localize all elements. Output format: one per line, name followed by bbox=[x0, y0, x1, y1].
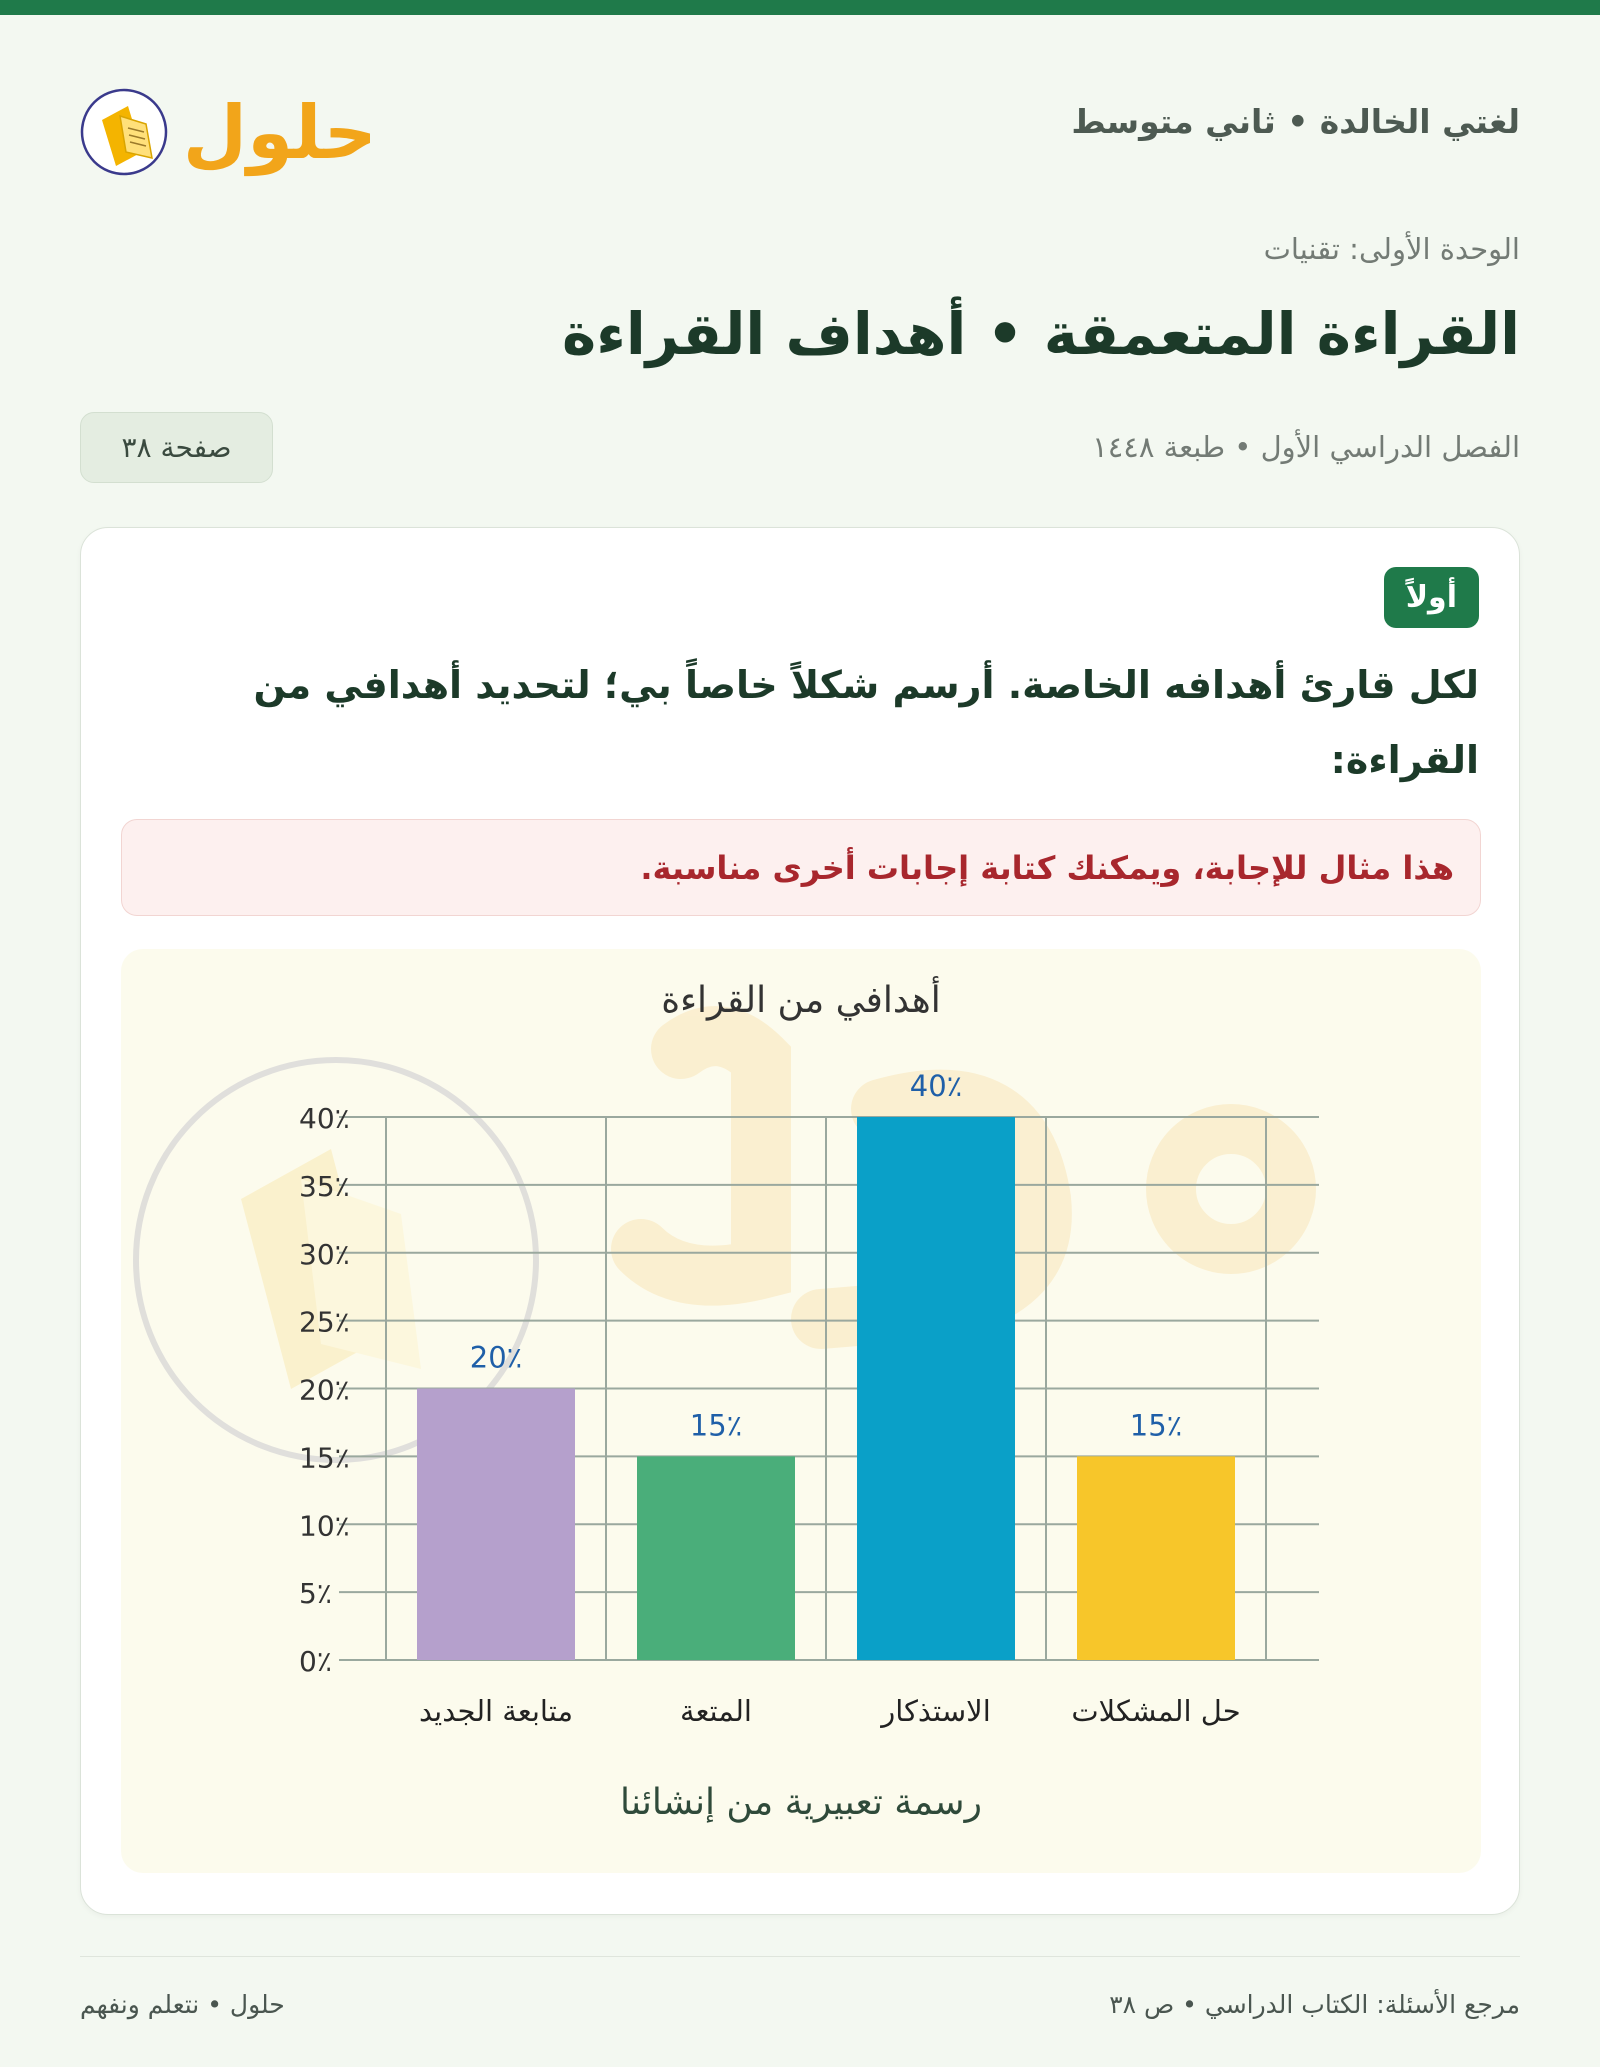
book-logo-icon bbox=[80, 70, 370, 180]
value-label: 40٪ bbox=[909, 1069, 963, 1103]
top-accent-bar bbox=[0, 0, 1600, 15]
bar-2 bbox=[637, 1456, 795, 1660]
unit-label: الوحدة الأولى: تقنيات bbox=[1263, 232, 1520, 266]
question-card bbox=[80, 527, 1520, 1915]
page-title: القراءة المتعمقة • أهداف القراءة bbox=[562, 300, 1520, 368]
value-label: 15٪ bbox=[1129, 1408, 1183, 1443]
category-label: الاستذكار bbox=[881, 1694, 991, 1728]
y-tick-label: 15٪ bbox=[299, 1441, 350, 1475]
y-tick-label: 30٪ bbox=[299, 1237, 350, 1271]
question-text: لكل قارئ أهدافه الخاصة. أرسم شكلاً خاصاً بي؛ لتحديد أهدافي من القراءة: bbox=[253, 663, 1479, 782]
y-tick-label: 0٪ bbox=[299, 1645, 332, 1678]
y-tick-label: 25٪ bbox=[299, 1305, 350, 1339]
value-label: 20٪ bbox=[469, 1340, 523, 1375]
footer-divider bbox=[80, 1956, 1520, 1957]
y-tick-label: 35٪ bbox=[299, 1169, 350, 1203]
footer-reference: مرجع الأسئلة: الكتاب الدراسي • ص ٣٨ bbox=[1109, 1990, 1520, 2019]
page-badge: صفحة ٣٨ bbox=[80, 412, 273, 483]
page-header bbox=[80, 60, 1520, 190]
section-tag: أولاً bbox=[1384, 567, 1479, 628]
bar-3 bbox=[857, 1117, 1015, 1660]
chart-title: أهدافي من القراءة bbox=[661, 980, 941, 1021]
chart-panel bbox=[121, 949, 1481, 1873]
y-tick-label: 40٪ bbox=[299, 1102, 350, 1135]
category-label: المتعة bbox=[680, 1694, 752, 1728]
value-label: 15٪ bbox=[689, 1408, 743, 1443]
chart-caption: رسمة تعبيرية من إنشائنا bbox=[620, 1782, 982, 1823]
category-label: متابعة الجديد bbox=[418, 1694, 574, 1728]
footer-brand[interactable]: حلول • نتعلم ونفهم bbox=[80, 1990, 285, 2019]
subject-title: لغتي الخالدة • ثاني متوسط bbox=[1071, 102, 1520, 141]
y-tick-label: 10٪ bbox=[299, 1509, 350, 1543]
logo-text: حلول bbox=[182, 90, 370, 176]
term-label: الفصل الدراسي الأول • طبعة ١٤٤٨ bbox=[1092, 430, 1520, 464]
y-tick-label: 20٪ bbox=[299, 1373, 350, 1407]
bar-1 bbox=[417, 1389, 575, 1661]
brand-logo[interactable] bbox=[80, 70, 370, 180]
answer-note: هذا مثال للإجابة، ويمكنك كتابة إجابات أخرى مناسبة. bbox=[121, 819, 1481, 916]
y-tick-label: 5٪ bbox=[299, 1577, 332, 1611]
reading-goals-chart bbox=[121, 949, 1481, 1873]
category-label: حل المشكلات bbox=[1071, 1694, 1241, 1728]
bar-4 bbox=[1077, 1456, 1235, 1660]
